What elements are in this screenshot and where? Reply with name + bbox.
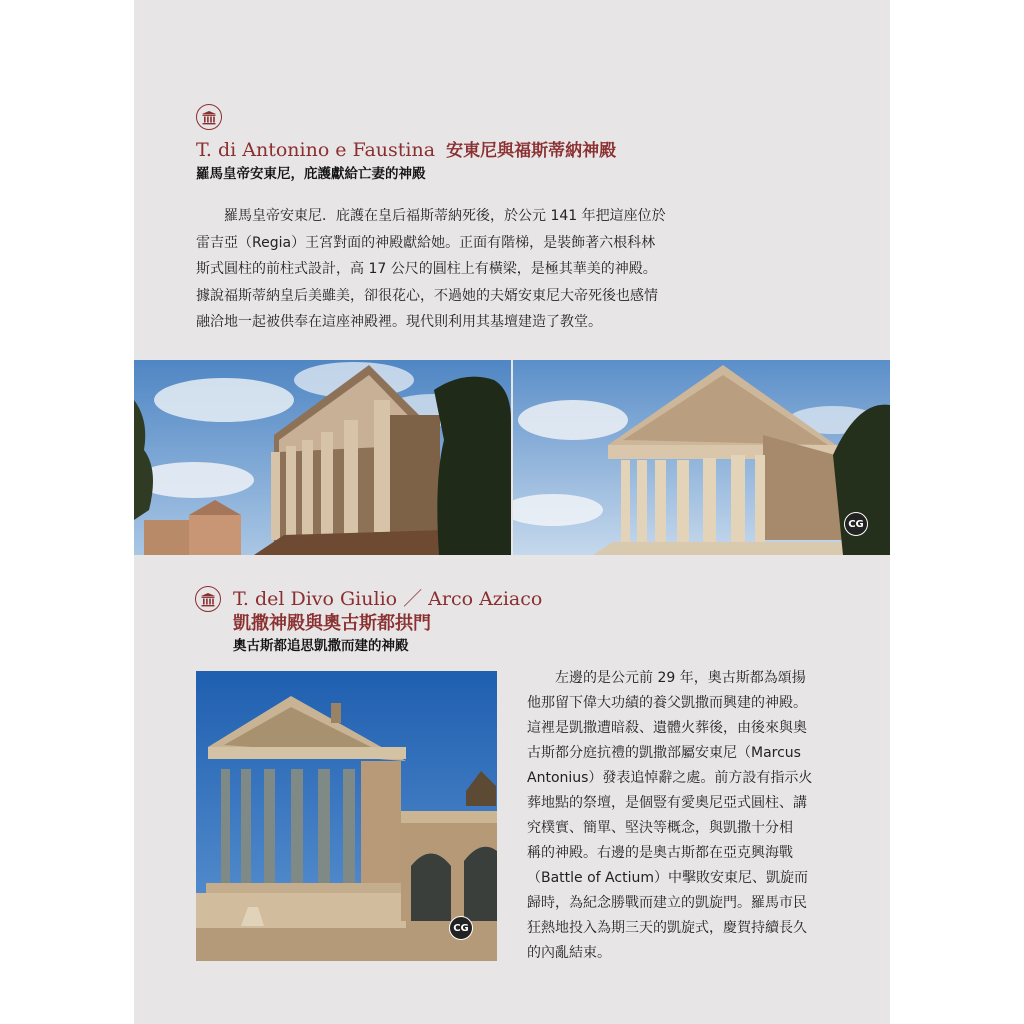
paragraph-line: 狂熱地投入為期三天的凱旋式，慶賀持續長久 xyxy=(527,920,807,936)
section1-subtitle: 羅馬皇帝安東尼，庇護獻給亡妻的神殿 xyxy=(196,166,426,182)
section1-paragraph xyxy=(196,203,716,336)
temple-icon xyxy=(195,586,221,612)
temple-icon xyxy=(196,104,222,130)
cg-badge: CG xyxy=(449,916,473,940)
photo-caesar-temple-arch xyxy=(196,671,497,961)
paragraph-line: 融洽地一起被供奉在這座神殿裡。現代則利用其基壇建造了教堂。 xyxy=(196,314,602,330)
paragraph-line: 古斯都分庭抗禮的凱撒部屬安東尼（Marcus xyxy=(527,745,801,761)
paragraph-line: 葬地點的祭壇，是個豎有愛奧尼亞式圓柱、講 xyxy=(527,795,807,811)
paragraph-line: Antonius）發表追悼辭之處。前方設有指示火 xyxy=(527,770,813,786)
section2-title-zh: 凱撒神殿與奧古斯都拱門 xyxy=(233,613,431,634)
paragraph-line: 左邊的是公元前 29 年，奧古斯都為頌揚 xyxy=(527,670,806,686)
paragraph-line: （Battle of Actium）中擊敗安東尼、凱旋而 xyxy=(527,870,808,886)
section1-title-zh: 安東尼與福斯蒂納神殿 xyxy=(446,141,617,161)
paragraph-line: 羅馬皇帝安東尼．庇護在皇后福斯蒂納死後，於公元 141 年把這座位於 xyxy=(196,208,666,224)
paragraph-line: 稱的神殿。右邊的是奧古斯都在亞克興海戰 xyxy=(527,845,793,861)
section1-heading xyxy=(196,136,616,161)
paragraph-line: 歸時，為紀念勝戰而建立的凱旋門。羅馬市民 xyxy=(527,895,807,911)
section1-title-en: T. di Antonino e Faustina xyxy=(196,139,436,161)
paragraph-line: 的內亂結束。 xyxy=(527,945,611,961)
paragraph-line: 這裡是凱撒遭暗殺、遺體火葬後，由後來與奧 xyxy=(527,720,807,736)
section2-subtitle: 奧古斯都追思凱撒而建的神殿 xyxy=(233,638,409,654)
paragraph-line: 據說福斯蒂納皇后美雖美，卻很花心，不過她的夫婿安東尼大帝死後也感情 xyxy=(196,287,658,304)
photo-temple-cg-reconstruction xyxy=(513,360,890,555)
paragraph-line: 他那留下偉大功績的養父凱撒而興建的神殿。 xyxy=(527,695,807,711)
section2-title-en: T. del Divo Giulio ／ Arco Aziaco xyxy=(233,588,543,610)
section2-paragraph xyxy=(527,666,837,966)
paragraph-line: 究樸實、簡單、堅決等概念，與凱撒十分相 xyxy=(527,820,793,836)
paragraph-line: 雷吉亞（Regia）王宮對面的神殿獻給她。正面有階梯，是裝飾著六根科林 xyxy=(196,234,656,251)
paragraph-line: 斯式圓柱的前柱式設計，高 17 公尺的圓柱上有橫梁，是極其華美的神殿。 xyxy=(196,261,657,277)
photo-temple-ruins xyxy=(134,360,511,555)
cg-badge: CG xyxy=(844,512,868,536)
